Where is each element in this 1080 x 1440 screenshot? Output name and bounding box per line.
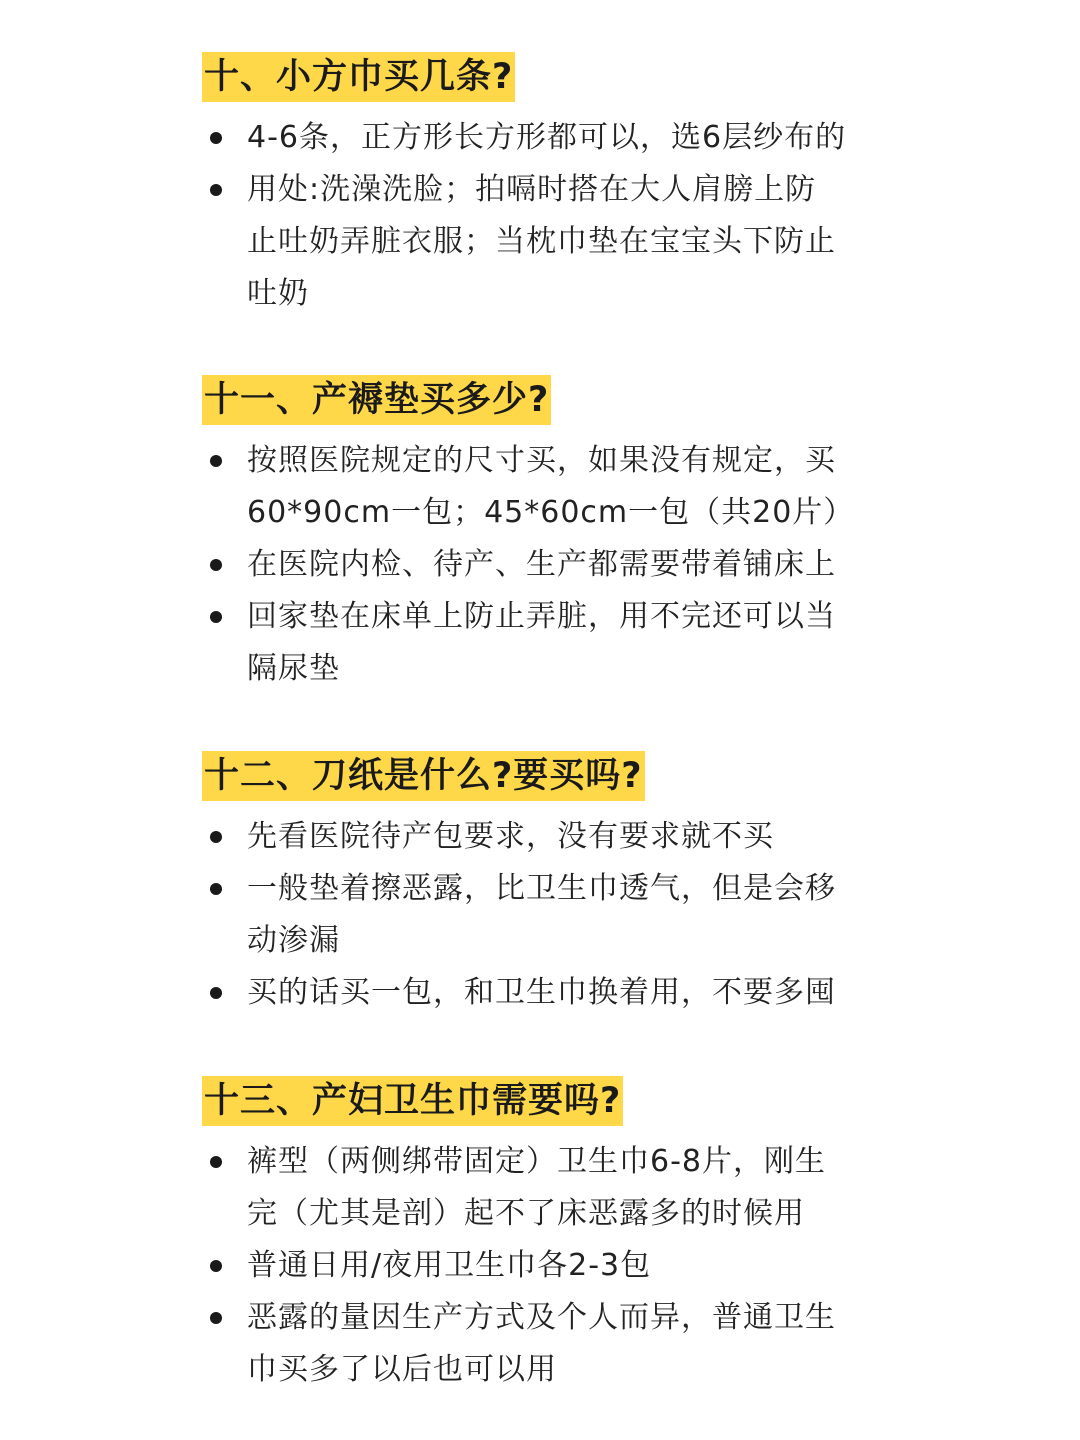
list-item (0, 1292, 1080, 1396)
list-item-text (247, 811, 897, 863)
text-line: 完（尤其是剖）起不了床恶露多的时候用 (247, 1196, 805, 1231)
list-item (0, 435, 1080, 539)
bullet-list (0, 1136, 1080, 1396)
list-item-text (247, 1240, 897, 1292)
text-line: 止吐奶弄脏衣服；当枕巾垫在宝宝头下防止 (247, 224, 836, 259)
bullet-dot-icon (210, 611, 222, 623)
list-item (0, 164, 1080, 320)
list-item-text (247, 112, 897, 164)
text-line: 一般垫着擦恶露，比卫生巾透气，但是会移 (247, 871, 836, 906)
text-line: 4-6条，正方形长方形都可以，选6层纱布的 (247, 120, 847, 155)
list-item-text (247, 539, 897, 591)
text-line: 60*90cm一包；45*60cm一包（共20片） (247, 495, 855, 530)
list-item (0, 967, 1080, 1019)
text-line: 在医院内检、待产、生产都需要带着铺床上 (247, 547, 836, 582)
bullet-dot-icon (210, 455, 222, 467)
bullet-dot-icon (210, 132, 222, 144)
list-item-text (247, 863, 897, 967)
bullet-dot-icon (210, 1312, 222, 1324)
list-item (0, 112, 1080, 164)
text-line: 吐奶 (247, 276, 309, 311)
list-item (0, 1240, 1080, 1292)
section-heading: 十三、产妇卫生巾需要吗? (202, 1076, 623, 1126)
text-line: 回家垫在床单上防止弄脏，用不完还可以当 (247, 599, 836, 634)
bullet-list (0, 811, 1080, 1019)
list-item (0, 539, 1080, 591)
bullet-dot-icon (210, 831, 222, 843)
list-item-text (247, 1292, 897, 1396)
list-item (0, 811, 1080, 863)
list-item-text (247, 435, 897, 539)
bullet-dot-icon (210, 883, 222, 895)
text-line: 先看医院待产包要求，没有要求就不买 (247, 819, 774, 854)
bullet-list (0, 435, 1080, 695)
list-item (0, 591, 1080, 695)
list-item-text (247, 164, 897, 320)
section-heading: 十二、刀纸是什么?要买吗? (202, 751, 645, 801)
bullet-dot-icon (210, 1260, 222, 1272)
bullet-dot-icon (210, 559, 222, 571)
text-line: 普通日用/夜用卫生巾各2-3包 (247, 1248, 652, 1283)
bullet-list (0, 112, 1080, 320)
section-heading: 十一、产褥垫买多少? (202, 375, 551, 425)
text-line: 裤型（两侧绑带固定）卫生巾6-8片，刚生 (247, 1144, 826, 1179)
section-heading: 十、小方巾买几条? (202, 52, 515, 102)
bullet-dot-icon (210, 987, 222, 999)
bullet-dot-icon (210, 184, 222, 196)
bullet-dot-icon (210, 1156, 222, 1168)
text-line: 隔尿垫 (247, 651, 340, 686)
text-line: 巾买多了以后也可以用 (247, 1352, 557, 1387)
list-item (0, 1136, 1080, 1240)
text-line: 买的话买一包，和卫生巾换着用，不要多囤 (247, 975, 836, 1010)
list-item-text (247, 1136, 897, 1240)
text-line: 按照医院规定的尺寸买，如果没有规定，买 (247, 443, 836, 478)
text-line: 恶露的量因生产方式及个人而异，普通卫生 (247, 1300, 836, 1335)
list-item-text (247, 967, 897, 1019)
list-item (0, 863, 1080, 967)
list-item-text (247, 591, 897, 695)
text-line: 用处:洗澡洗脸；拍嗝时搭在大人肩膀上防 (247, 172, 817, 207)
text-line: 动渗漏 (247, 923, 340, 958)
